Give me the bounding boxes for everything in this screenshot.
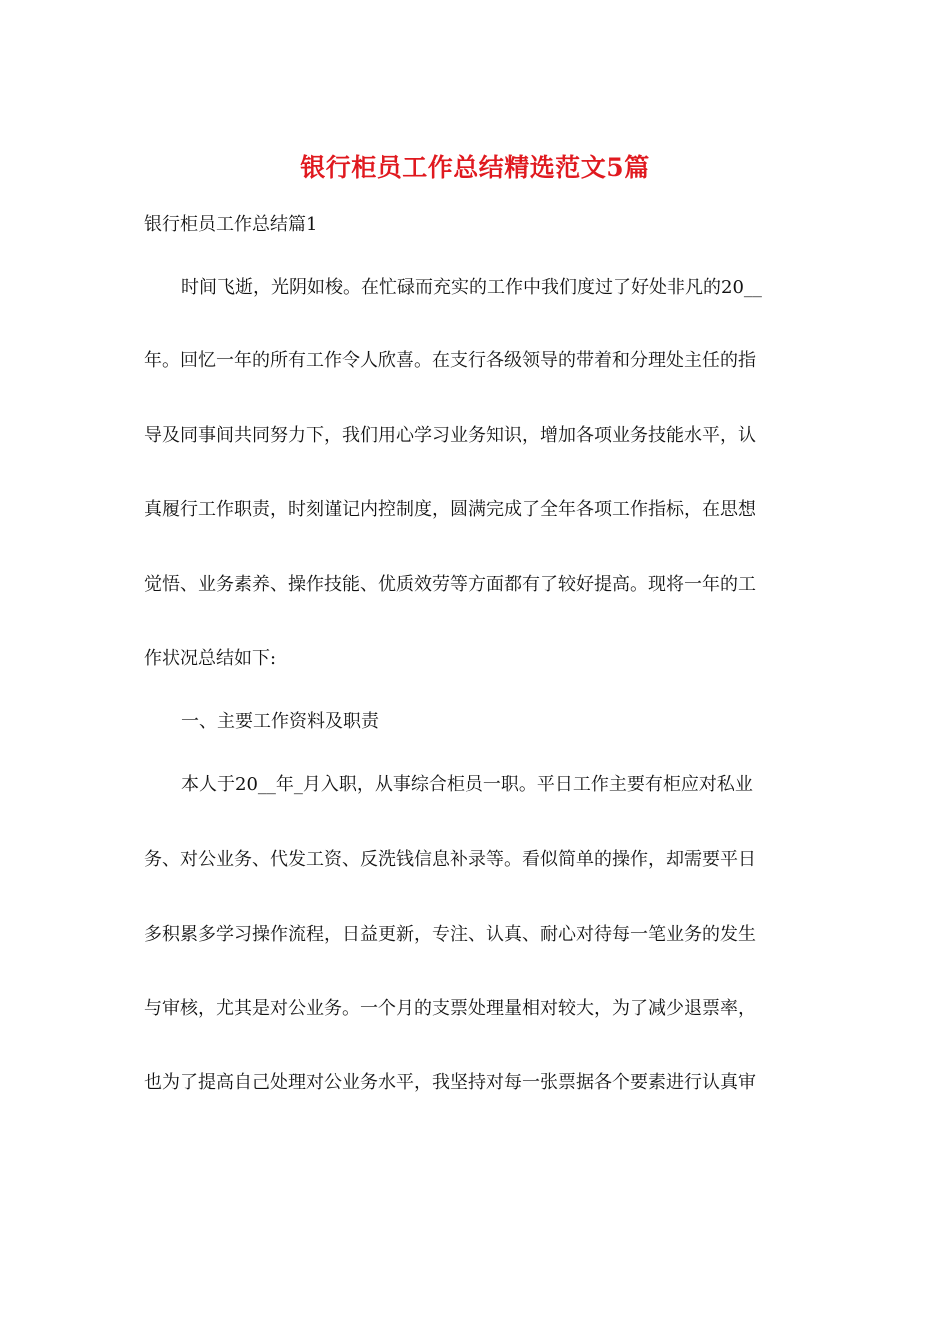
paragraph-line: 导及同事间共同努力下，我们用心学习业务知识，增加各项业务技能水平，认 <box>144 425 756 446</box>
paragraph-line: 务、对公业务、代发工资、反洗钱信息补录等。看似简单的操作，却需要平日 <box>144 849 756 870</box>
paragraph-line: 作状况总结如下: <box>144 648 277 669</box>
paragraph-line: 本人于20__年_月入职，从事综合柜员一职。平日工作主要有柜应对私业 <box>181 774 753 795</box>
paragraph-line: 也为了提高自己处理对公业务水平，我坚持对每一张票据各个要素进行认真审 <box>144 1072 756 1093</box>
document-title: 银行柜员工作总结精选范文5篇 <box>300 153 650 182</box>
paragraph-line: 多积累多学习操作流程，日益更新，专注、认真、耐心对待每一笔业务的发生 <box>144 924 756 945</box>
subsection-heading: 一、主要工作资料及职责 <box>181 711 379 732</box>
paragraph-line: 真履行工作职责，时刻谨记内控制度，圆满完成了全年各项工作指标，在思想 <box>144 499 756 520</box>
paragraph-line: 时间飞逝，光阴如梭。在忙碌而充实的工作中我们度过了好处非凡的20__ <box>181 277 762 298</box>
paragraph-line: 觉悟、业务素养、操作技能、优质效劳等方面都有了较好提高。现将一年的工 <box>144 574 756 595</box>
paragraph-line: 年。回忆一年的所有工作令人欣喜。在支行各级领导的带着和分理处主任的指 <box>144 350 756 371</box>
section-heading: 银行柜员工作总结篇1 <box>144 214 318 235</box>
paragraph-line: 与审核，尤其是对公业务。一个月的支票处理量相对较大，为了减少退票率， <box>144 998 756 1019</box>
